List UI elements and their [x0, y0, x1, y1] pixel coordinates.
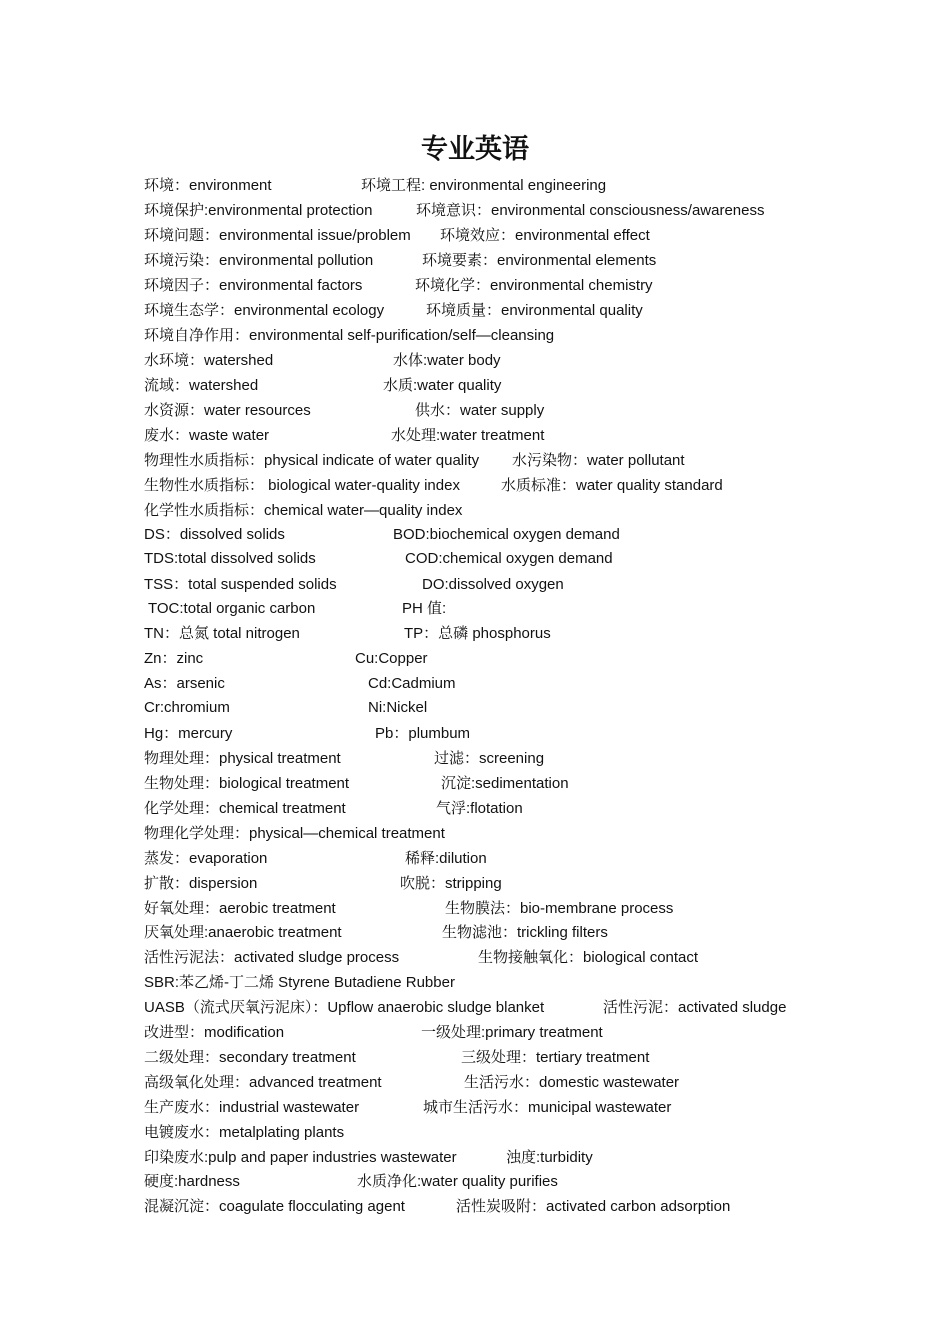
term-left: 好氧处理：aerobic treatment: [144, 900, 336, 917]
term-right: BOD:biochemical oxygen demand: [393, 526, 620, 543]
term-right: TP：总磷 phosphorus: [404, 625, 551, 642]
term-right: 水质标准：water quality standard: [501, 477, 723, 494]
term-right: Cu:Copper: [355, 650, 428, 667]
term-right: 环境效应：environmental effect: [440, 227, 650, 244]
term-right: 水体:water body: [393, 352, 501, 369]
term-left: 印染废水:pulp and paper industries wastewater: [144, 1149, 457, 1166]
term-left: 环境污染：environmental pollution: [144, 252, 374, 269]
term-right: 浊度:turbidity: [506, 1149, 593, 1166]
term-right: 生活污水：domestic wastewater: [464, 1074, 680, 1091]
term-left: 物理处理：physical treatment: [144, 750, 341, 767]
term-left: 环境：environment: [144, 177, 272, 194]
term-left: 二级处理：secondary treatment: [144, 1049, 356, 1066]
term-left: 物理化学处理：physical—chemical treatment: [144, 825, 445, 842]
term-left: TN：总氮 total nitrogen: [144, 625, 300, 642]
term-right: 供水：water supply: [415, 402, 545, 419]
term-left: 环境生态学：environmental ecology: [144, 302, 385, 319]
term-left: 蒸发：evaporation: [144, 850, 268, 867]
term-left: TSS：total suspended solids: [144, 576, 337, 593]
term-right: 活性污泥：activated sludge: [603, 999, 787, 1016]
term-right: 稀释:dilution: [405, 850, 487, 867]
term-left: UASB（流式厌氧污泥床）：Upflow anaerobic sludge blanket: [144, 999, 545, 1016]
term-right: 过滤：screening: [434, 750, 545, 767]
term-left: 化学性水质指标：chemical water—quality index: [144, 502, 463, 519]
term-left: 环境因子：environmental factors: [144, 277, 363, 294]
term-left: TOC:total organic carbon: [148, 600, 316, 617]
term-right: PH 值:: [402, 600, 447, 617]
term-right: 一级处理:primary treatment: [421, 1024, 603, 1041]
term-right: 三级处理：tertiary treatment: [461, 1049, 650, 1066]
term-left: TDS:total dissolved solids: [144, 550, 316, 567]
term-left: 环境问题：environmental issue/problem: [144, 227, 411, 244]
term-left: 生物性水质指标： biological water-quality index: [144, 477, 460, 494]
term-left: 硬度:hardness: [144, 1173, 240, 1190]
term-left: 活性污泥法：activated sludge process: [144, 949, 400, 966]
term-right: 水质:water quality: [383, 377, 502, 394]
term-left: 环境保护:environmental protection: [144, 202, 373, 219]
term-left: 流域：watershed: [144, 377, 259, 394]
term-left: 物理性水质指标：physical indicate of water quality: [144, 452, 480, 469]
term-left: As：arsenic: [144, 675, 225, 692]
term-right: 水污染物：water pollutant: [512, 452, 685, 469]
term-right: 气浮:flotation: [436, 800, 523, 817]
term-right: 环境化学：environmental chemistry: [415, 277, 653, 294]
term-left: Hg：mercury: [144, 725, 233, 742]
term-right: 环境意识：environmental consciousness/awareness: [416, 202, 765, 219]
term-right: 生物滤池：trickling filters: [442, 924, 608, 941]
term-right: 环境质量：environmental quality: [426, 302, 643, 319]
term-left: 扩散：dispersion: [144, 875, 258, 892]
term-left: DS：dissolved solids: [144, 526, 285, 543]
term-left: 生物处理：biological treatment: [144, 775, 350, 792]
term-right: 生物接触氧化：biological contact: [478, 949, 699, 966]
term-right: 城市生活污水：municipal wastewater: [423, 1099, 672, 1116]
term-right: 吹脱：stripping: [400, 875, 502, 892]
term-left: 混凝沉淀：coagulate flocculating agent: [144, 1198, 405, 1215]
term-left: 生产废水：industrial wastewater: [144, 1099, 360, 1116]
term-left: SBR:苯乙烯-丁二烯 Styrene Butadiene Rubber: [144, 974, 455, 991]
term-right: COD:chemical oxygen demand: [405, 550, 613, 567]
term-right: 环境要素：environmental elements: [422, 252, 657, 269]
term-right: Ni:Nickel: [368, 699, 428, 716]
term-left: Cr:chromium: [144, 699, 230, 716]
term-right: Pb：plumbum: [375, 725, 471, 742]
term-left: 化学处理：chemical treatment: [144, 800, 346, 817]
term-left: 厌氧处理:anaerobic treatment: [144, 924, 342, 941]
page-title: 专业英语: [421, 134, 529, 165]
term-right: 环境工程: environmental engineering: [361, 177, 607, 194]
term-right: 生物膜法：bio-membrane process: [445, 900, 674, 917]
term-left: 高级氧化处理：advanced treatment: [144, 1074, 382, 1091]
term-right: 活性炭吸附：activated carbon adsorption: [456, 1198, 731, 1215]
term-right: 水质净化:water quality purifies: [357, 1173, 558, 1190]
term-left: 水资源：water resources: [144, 402, 311, 419]
term-right: Cd:Cadmium: [368, 675, 456, 692]
term-right: 沉淀:sedimentation: [441, 775, 569, 792]
term-right: 水处理:water treatment: [391, 427, 545, 444]
term-left: 水环境：watershed: [144, 352, 274, 369]
term-left: Zn：zinc: [144, 650, 204, 667]
term-left: 环境自净作用：environmental self-purification/self—cleansing: [144, 327, 555, 344]
term-left: 废水：waste water: [144, 427, 270, 444]
term-right: DO:dissolved oxygen: [422, 576, 564, 593]
term-left: 改进型：modification: [144, 1024, 285, 1041]
term-left: 电镀废水：metalplating plants: [144, 1124, 345, 1141]
